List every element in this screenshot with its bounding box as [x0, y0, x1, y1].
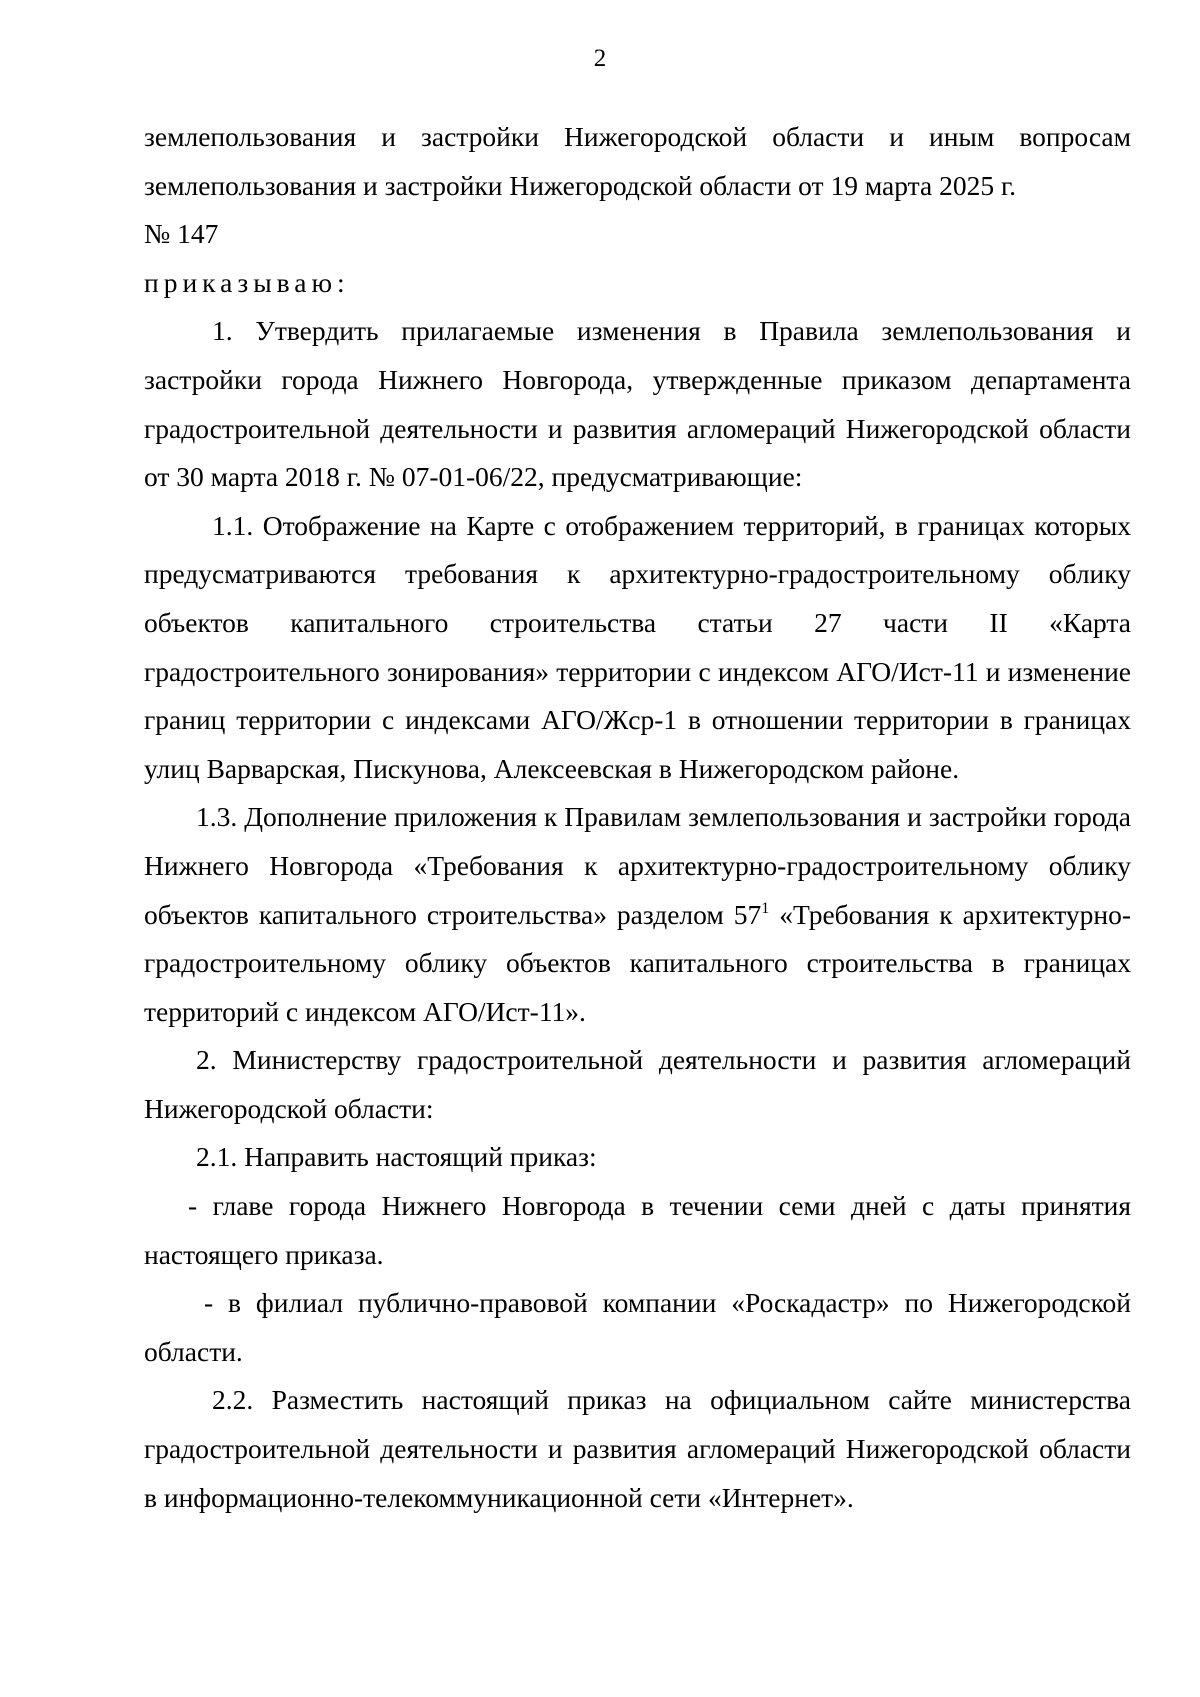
clause-1-3 [144, 793, 1131, 1036]
clause-2-1-item-b: - в филиал публично-правовой компании «Роскадастр» по Нижегородской области. [144, 1287, 1131, 1367]
clause-2-1: 2.1. Направить настоящий приказ: [196, 1141, 597, 1173]
document-body [144, 113, 1131, 1522]
clause-2-1-item-a: - главе города Нижнего Новгорода в течении семи дней с даты принятия настоящего приказа. [144, 1190, 1131, 1270]
clause-1-3-text-a: 1.3. Дополнение приложения к Правилам землепользования и застройки города Нижнего Новгорода «Требования к архитектурно-градостроительному облику объектов капитального строительства» разделом 57 [144, 801, 1131, 930]
clause-2-2: 2.2. Разместить настоящий приказ на официальном сайте министерства градостроительной деятельности и развития агломераций Нижегородской области в информационно-телекоммуникационной сети «Интернет». [144, 1384, 1131, 1513]
clause-1-3-superscript: 1 [761, 899, 770, 917]
clause-1-1: 1.1. Отображение на Карте с отображением территорий, в границах которых предусматриваются требования к архитектурно-градостроительному облику объектов капитального строительства статьи 27 части II «Карта градостроительного зонирования» территории с индексом АГО/Ист-11 и изменение границ территории с индексами АГО/Жср-1 в отношении территории в границах улиц Варварская, Пискунова, Алексеевская в Нижегородском районе. [144, 509, 1131, 784]
clause-1-3-text-b: «Требования к архитектурно-градостроительному облику объектов капитального строительства в границах территорий с индексом АГО/Ист-11». [144, 898, 1131, 1027]
order-number: № 147 [144, 218, 219, 250]
clause-2: 2. Министерству градостроительной деятельности и развития агломераций Нижегородской области: [144, 1044, 1131, 1124]
page-number: 2 [593, 45, 607, 72]
clause-1: 1. Утвердить прилагаемые изменения в Правила землепользования и застройки города Нижнего Новгорода, утвержденные приказом департамента градостроительной деятельности и развития агломераций Нижегородской области от 30 марта 2018 г. № 07-01-06/22, предусматривающие: [144, 315, 1131, 493]
order-word: приказываю: [144, 266, 350, 298]
intro-paragraph: землепользования и застройки Нижегородской области и иным вопросам землепользования и застройки Нижегородской области от 19 марта 2025 г. [144, 121, 1131, 201]
